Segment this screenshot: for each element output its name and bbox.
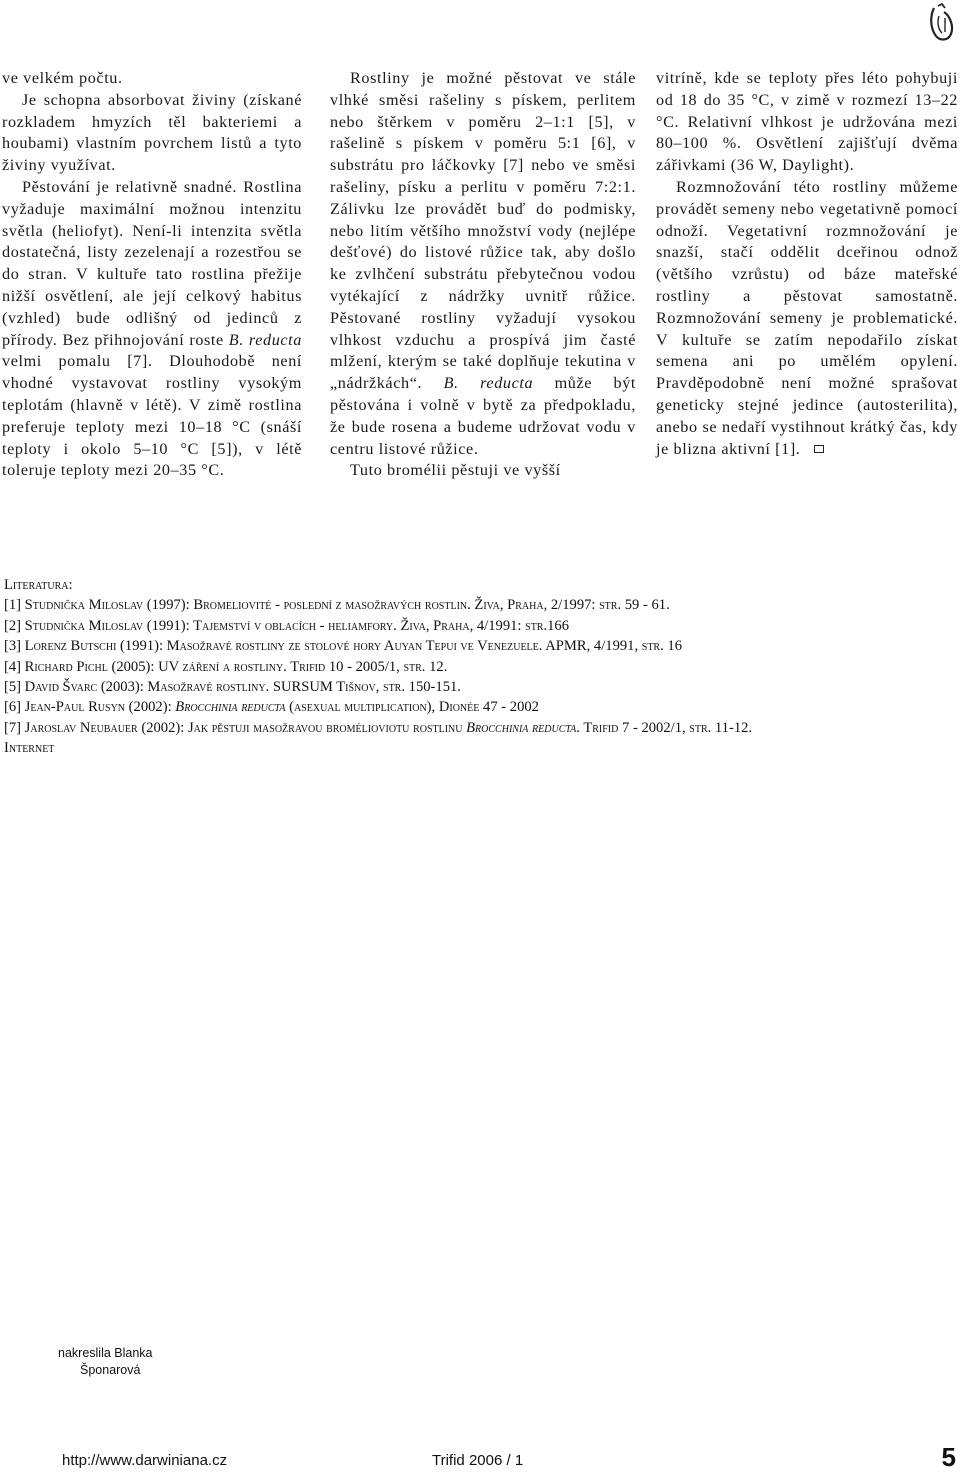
text-run: může být pěstována i volně v bytě za předpokladu, že bude rosena a budeme udržovat vodu v centru listové růžice. — [330, 374, 636, 458]
text-run: (asexual multiplication), Dionée 47 - 2002 — [285, 699, 539, 716]
references-heading: Literatura: — [4, 577, 73, 593]
trifid-logo-icon — [926, 2, 956, 44]
end-of-article-icon — [814, 445, 824, 453]
paragraph: vitríně, kde se teploty přes léto pohybuji od 18 do 35 °C, v zimě v rozmezí 13–22 °C. Relativní vlhkost je udržována mezi 80–100 %. Osvětlení zajišťují dvěma zářivkami (36 W, Daylight). — [656, 69, 958, 175]
illustration-credit — [58, 1345, 198, 1379]
credit-line: Šponarová — [80, 1363, 141, 1377]
reference-item: [1] Studnička Miloslav (1997): Bromeliovité - poslední z masožravých rostlin. Živa, Praha, 2/1997: str. 59 - 61. — [4, 597, 670, 614]
species-name: B. reducta — [228, 330, 302, 349]
reference-item: [5] David Švarc (2003): Masožravé rostliny. SURSUM Tišnov, str. 150-151. — [4, 679, 461, 696]
text-run: Pěstování je relativně snadné. Rostlina vyžaduje maximální možnou intenzitu světla (heliofyt). Není-li intenzita světla dostatečná, listy zezelenají a rozestřou se do stran. V kultuře tato rostlina přežije nižší osvětlení, ale její celkový habitus (vzhled) bude odlišný od jedinců z přírody. Bez přihnojování roste — [2, 177, 302, 349]
text-run: velmi pomalu [7]. Dlouhodobě není vhodné vystavovat rostliny vysokým teplotám (hlavně v létě). V zimě rostlina preferuje teploty mezi 10–18 °C (snáší teploty i okolo 5–10 °C [5]), v létě toleruje teploty mezi 20–35 °C. — [2, 352, 302, 480]
paragraph — [656, 177, 958, 460]
text-run: . Trifid 7 - 2002/1, str. 11-12. — [576, 719, 753, 736]
reference-internet: Internet — [4, 740, 55, 757]
text-run: Rozmnožování této rostliny můžeme provádět semeny nebo vegetativně pomocí odnoží. Vegetativní rozmnožování je snazší, stačí oddělit dceřinou odnož (většího vzrůstu) od báze mateřské rostliny a pěstovat samostatně. Rozmnožování semeny je problematické. V kultuře se zatím nepodařilo získat semena ani po umělém opylení. Pravděpodobně není možné sprašovat geneticky stejné jedince (autosterilita), anebo se nedaří vystihnout krátký čas, kdy je blizna aktivní [1]. — [656, 177, 958, 458]
text-run: Rostliny je možné pěstovat ve stále vlhké směsi rašeliny s pískem, perlitem nebo štěrkem v poměru 2–1:1 [5], v rašelině s pískem v poměru 5:1 [6], v substrátu pro láčkovky [7] nebo ve směsi rašeliny, písku a perlitu v poměru 7:2:1. Zálivku lze provádět buď do podmisky, nebo litím většího množství vody (nejlépe dešťové) do listové růžice tak, aby došlo ke zvlhčení substrátu přebytečnou vodou vytékající z nádržky uvnitř růžice. Pěstované rostliny vyžadují vysokou vlhkost vzduchu a prospívá jim časté mlžení, kterým se také doplňuje tekutina v „nádržkách“. — [330, 69, 636, 393]
species-name: B. reducta — [443, 374, 534, 393]
reference-item — [4, 697, 956, 717]
paragraph: Je schopna absorbovat živiny (získané rozkladem hmyzích těl bakteriemi a houbami) vlastním povrchem listů a tyto živiny využívat. — [2, 90, 302, 175]
column-1 — [2, 68, 302, 482]
paragraph: Tuto bromélii pěstuji ve vyšší — [350, 461, 561, 480]
text-run: [7] Jaroslav Neubauer (2002): Jak pěstuji masožravou bromélioviotu rostlinu — [4, 719, 467, 736]
reference-item — [4, 718, 956, 738]
issue-label: Trifid 2006 / 1 — [432, 1452, 524, 1469]
reference-item: [2] Studnička Miloslav (1991): Tajemství v oblacích - heliamfory. Živa, Praha, 4/1991: str.166 — [4, 617, 570, 634]
paragraph: ve velkém počtu. — [2, 69, 123, 87]
credit-line: nakreslila Blanka — [58, 1346, 153, 1360]
page-footer — [0, 1442, 960, 1472]
reference-item: [3] Lorenz Butschi (1991): Masožravé rostliny ze stolové hory Auyan Tepui ve Venezuele. APMR, 4/1991, str. 16 — [4, 638, 682, 655]
species-name: Brocchinia reducta — [175, 699, 286, 716]
paragraph — [330, 68, 636, 460]
species-name: Brocchinia reducta — [466, 719, 577, 736]
references — [4, 575, 956, 759]
column-3 — [656, 68, 958, 482]
reference-item: [4] Richard Pichl (2005): UV záření a rostliny. Trifid 10 - 2005/1, str. 12. — [4, 658, 448, 675]
website-link[interactable]: http://www.darwiniana.cz — [62, 1452, 228, 1469]
paragraph — [2, 177, 302, 482]
page-number: 5 — [941, 1442, 956, 1472]
article-body — [0, 68, 960, 482]
column-2 — [330, 68, 636, 482]
text-run: [6] Jean-Paul Rusyn (2002): — [4, 699, 176, 716]
